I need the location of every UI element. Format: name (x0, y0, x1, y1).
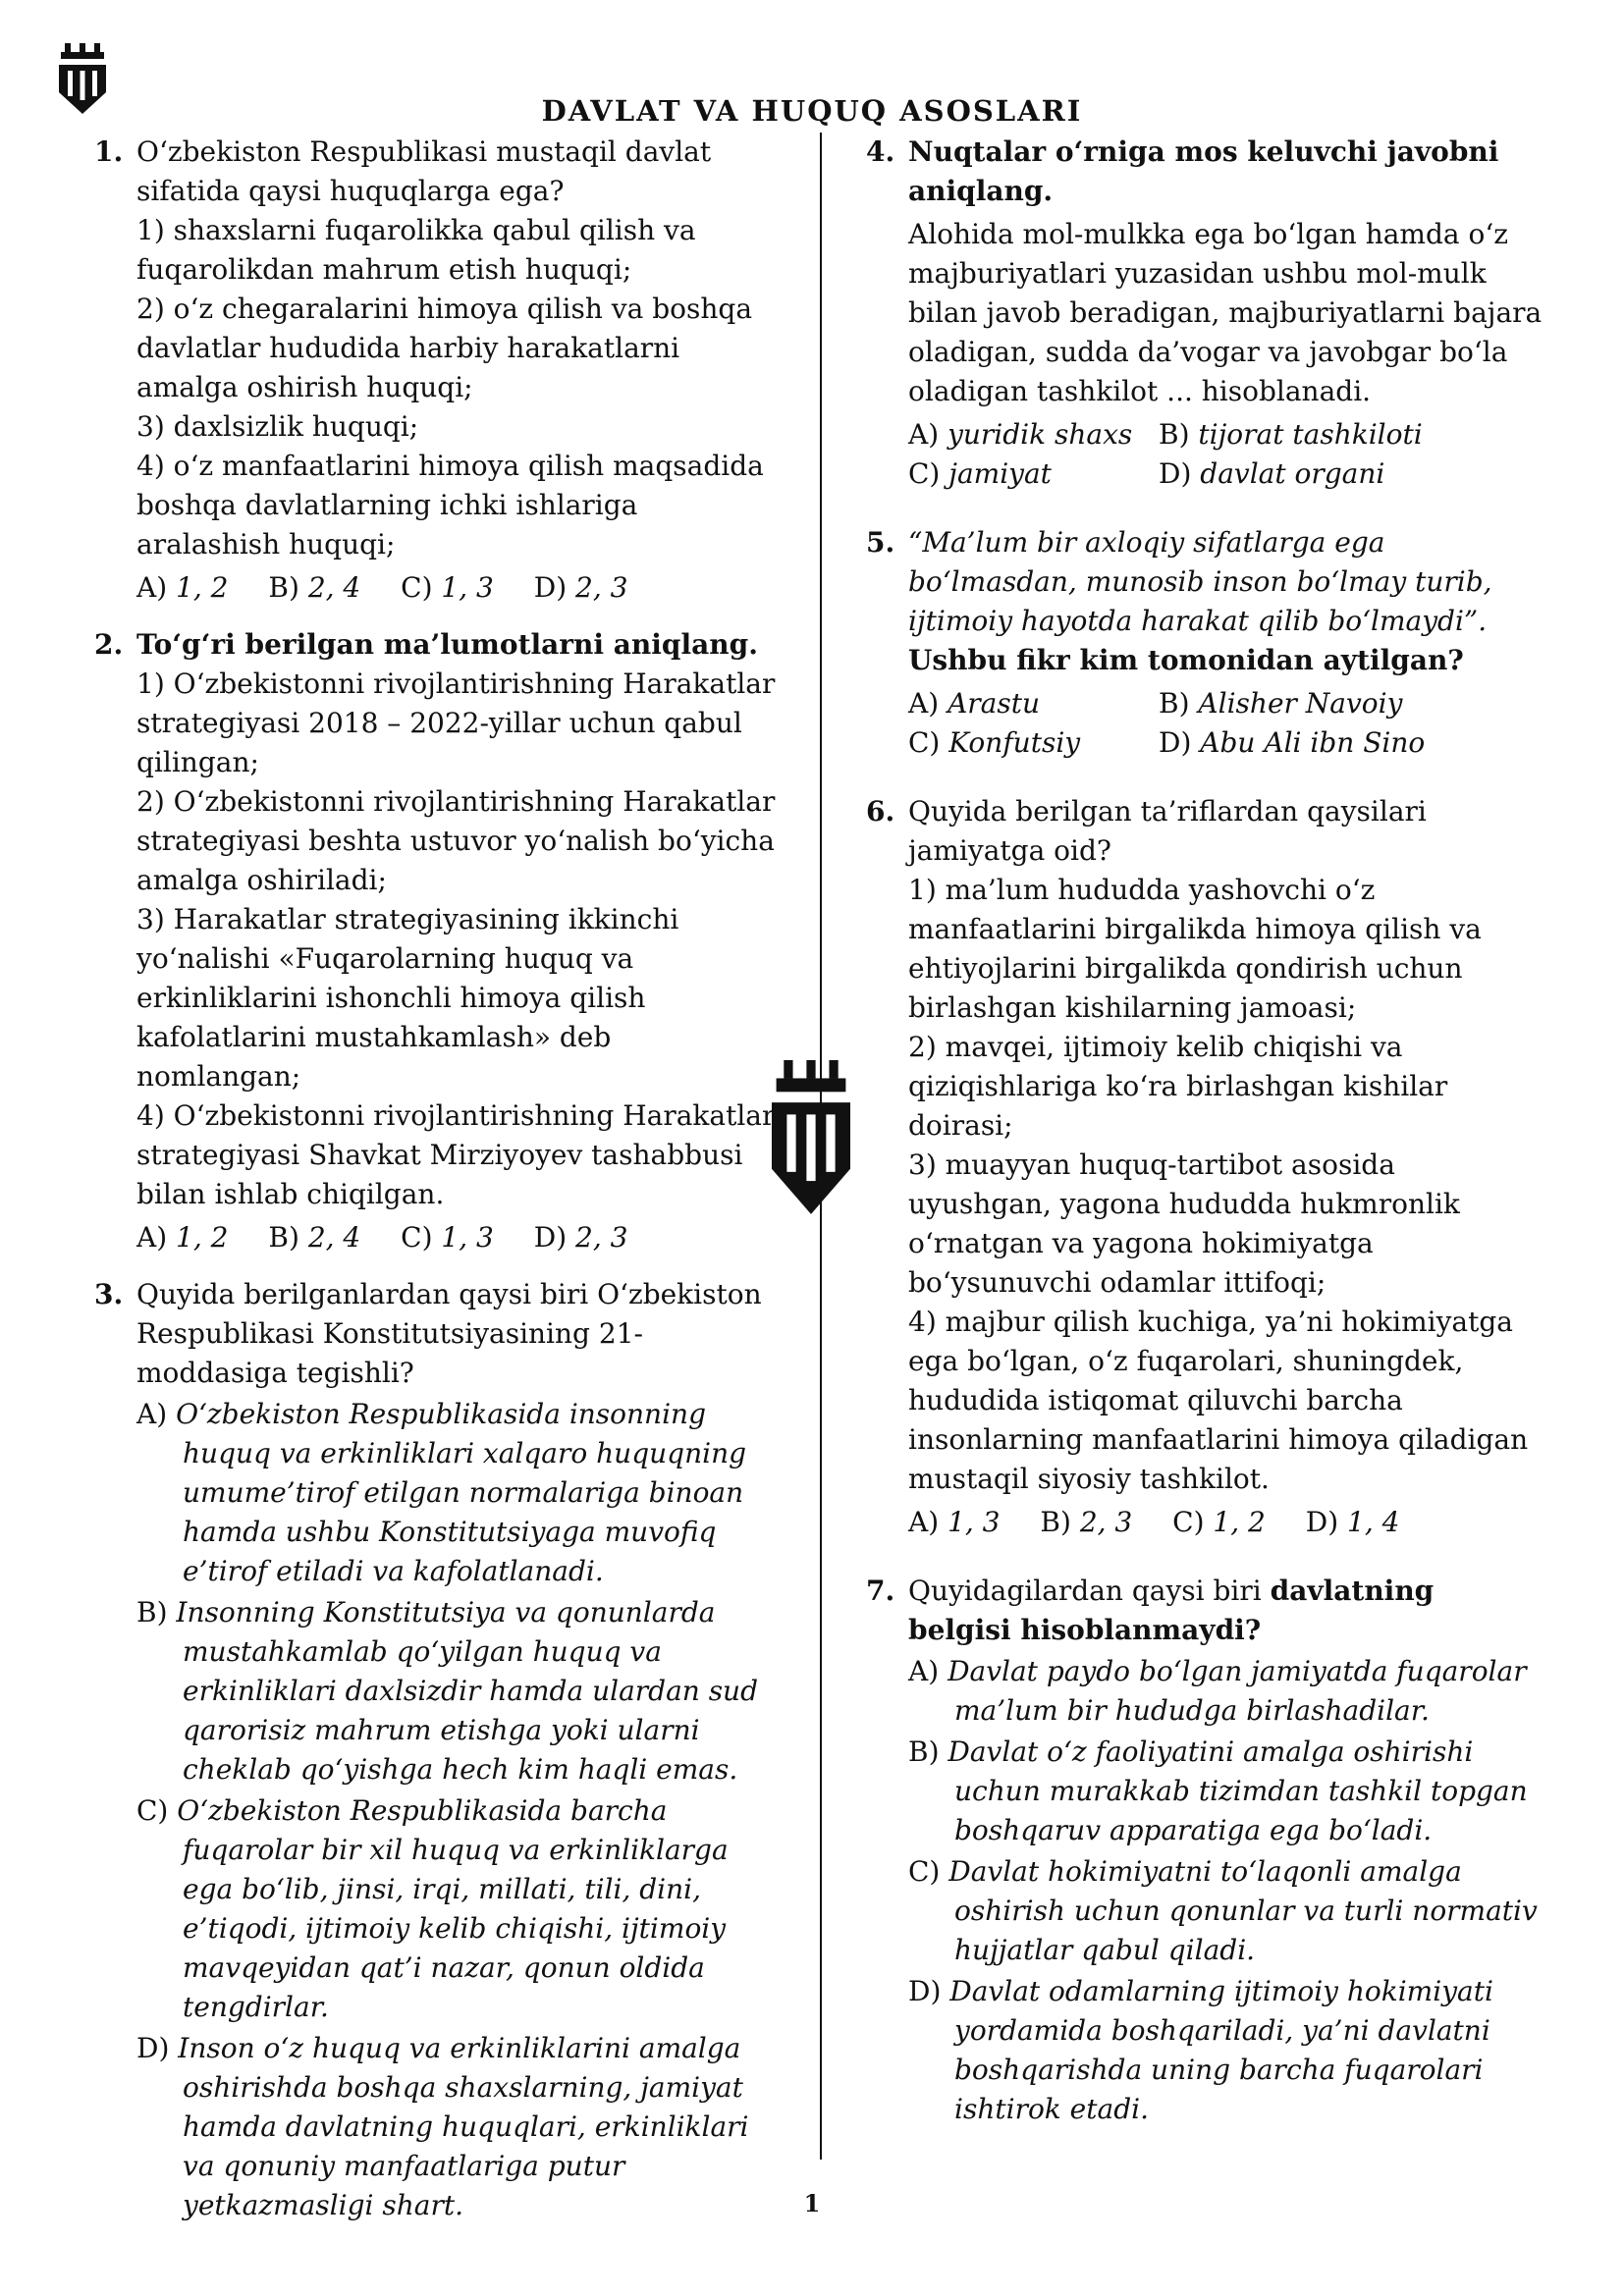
answer-option-b[interactable]: B) Alisher Navoiy (1159, 687, 1403, 720)
answer-option-b[interactable]: B) 2, 3 (1040, 1506, 1133, 1538)
answer-option-d[interactable]: D) davlat organi (1159, 457, 1385, 490)
answer-option-d[interactable]: D) 2, 3 (533, 1221, 628, 1254)
question-number: 4. (866, 135, 895, 168)
right-column (866, 133, 1543, 2147)
question-number: 7. (866, 1575, 895, 1607)
answer-option-a[interactable]: A) 1, 3 (908, 1506, 1001, 1538)
answer-option-c[interactable]: C) 1, 2 (1172, 1506, 1266, 1538)
statement-item: 1) O‘zbekistonni rivojlantirishning Harakatlar strategiyasi 2018 – 2022-yillar uchun qabul qilingan; (136, 667, 776, 778)
answer-option-a[interactable]: A) Arastu (908, 687, 1041, 720)
question-4 (866, 133, 1543, 494)
answer-option-b[interactable]: B) 2, 4 (268, 1221, 361, 1254)
statement-item: 3) Harakatlar strategiyasining ikkinchi yo‘nalishi «Fuqarolarning huquq va erkinliklarini ishonchli himoya qilish kafolatlarini mustahkamlash» deb nomlangan; (136, 903, 679, 1093)
answer-option-b[interactable]: B) tijorat tashkiloti (1159, 418, 1423, 451)
page-title: DAVLAT VA HUQUQ ASOSLARI (541, 94, 1083, 128)
statement-item: 3) muayyan huquq-tartibot asosida uyushgan, yagona hududda hukmronlik o‘rnatgan va yagona hokimiyatga bo‘ysunuvchi odamlar ittifoqi; (908, 1148, 1460, 1299)
answer-option-d[interactable]: D) 1, 4 (1305, 1506, 1400, 1538)
question-number: 5. (866, 526, 895, 559)
statement-item: 1) ma’lum hududda yashovchi o‘z manfaatlarini birgalikda himoya qilish va ehtiyojlarini birgalikda qondirish uchun birlashgan kishilarning jamoasi; (908, 874, 1482, 1024)
question-stem: Quyida berilganlardan qaysi biri O‘zbekiston Respublikasi Konstitutsiyasining 21-moddasiga tegishli? (136, 1278, 762, 1389)
question-stem: Nuqtalar o‘rniga mos keluvchi javobni aniqlang. (908, 135, 1499, 207)
answer-option-c[interactable]: C) O‘zbekiston Respublikasida barcha fuqarolar bir xil huquq va erkinliklarga ega bo‘lib, jinsi, irqi, millati, tili, dini, e’tiqodi, ijtimoiy kelib chiqishi, ijtimoiy mavqeyidan qat’i nazar, qonun oldida tengdirlar. (136, 1794, 729, 2023)
castle-tower-watermark-icon (772, 1060, 850, 1217)
answer-option-d[interactable]: D) Davlat odamlarning ijtimoiy hokimiyati yordamida boshqariladi, ya’ni davlatni boshqarishda uning barcha fuqarolari ishtirok etadi. (908, 1975, 1493, 2125)
answer-option-c[interactable]: C) 1, 3 (401, 1221, 494, 1254)
statement-item: 2) O‘zbekistonni rivojlantirishning Harakatlar strategiyasi beshta ustuvor yo‘nalish bo‘yicha amalga oshiriladi; (136, 785, 776, 896)
answer-option-a[interactable]: A) O‘zbekiston Respublikasida insonning huquq va erkinliklari xalqaro huquqning umume’tirof etilgan normalariga binoan hamda ushbu Konstitutsiyaga muvofiq e’tirof etiladi va kafolatlanadi. (136, 1398, 747, 1587)
answer-option-d[interactable]: D) Inson o‘z huquq va erkinliklarini amalga oshirishda boshqa shaxslarning, jamiyat hamda davlatning huquqlari, erkinliklari va qonuniy manfaatlariga putur yetkazmasligi shart. (136, 2032, 749, 2221)
question-number: 6. (866, 795, 895, 828)
question-stem: Ushbu fikr kim tomonidan aytilgan? (908, 644, 1464, 676)
answer-option-b[interactable]: B) Insonning Konstitutsiya va qonunlarda mustahkamlab qo‘yilgan huquq va erkinliklari daxlsizdir hamda ulardan sud qarorisiz mahrum etishga yoki ularni cheklab qo‘yishga hech kim haqli emas. (136, 1596, 759, 1786)
answer-options (136, 568, 782, 608)
answer-option-c[interactable]: C) 1, 3 (401, 571, 494, 604)
question-stem: Quyidagilardan qaysi biri davlatning belgisi hisoblanmaydi? (908, 1575, 1435, 1646)
statement-item: 4) o‘z manfaatlarini himoya qilish maqsadida boshqa davlatlarning ichki ishlariga aralashish huquqi; (136, 450, 764, 561)
question-stem: To‘g‘ri berilgan ma’lumotlarni aniqlang. (136, 628, 758, 661)
answer-option-c[interactable]: C) Konfutsiy (908, 726, 1081, 759)
answer-option-c[interactable]: C) jamiyat (908, 457, 1052, 490)
question-7 (866, 1572, 1543, 2129)
answer-option-d[interactable]: D) 2, 3 (533, 571, 628, 604)
answer-option-c[interactable]: C) Davlat hokimiyatni to‘laqonli amalga oshirish uchun qonunlar va turli normativ hujjatlar qabul qiladi. (908, 1855, 1538, 1966)
question-2 (94, 625, 782, 1257)
statement-item: 1) shaxslarni fuqarolikka qabul qilish va fuqarolikdan mahrum etish huquqi; (136, 214, 696, 286)
answer-option-b[interactable]: B) 2, 4 (268, 571, 361, 604)
question-number: 2. (94, 628, 124, 661)
answer-option-a[interactable]: A) 1, 2 (136, 1221, 229, 1254)
question-stem: Quyida berilgan ta’riflardan qaysilari jamiyatga oid? (908, 795, 1427, 867)
answer-options (136, 1218, 782, 1257)
answer-options (908, 684, 1543, 763)
question-1 (94, 133, 782, 608)
quote-text: “Ma’lum bir axloqiy sifatlarga ega bo‘lmasdan, munosib inson bo‘lmay turib, ijtimoiy hayotda harakat qilib bo‘lmaydi”. (908, 526, 1492, 637)
page-number: 1 (803, 2189, 821, 2217)
answer-option-d[interactable]: D) Abu Ali ibn Sino (1159, 726, 1426, 759)
statement-item: 2) o‘z chegaralarini himoya qilish va boshqa davlatlar hududida harbiy harakatlarni amalga oshirish huquqi; (136, 293, 753, 403)
question-3 (94, 1275, 782, 2225)
question-stem: O‘zbekiston Respublikasi mustaqil davlat sifatida qaysi huquqlarga ega? (136, 135, 712, 207)
answer-option-a[interactable]: A) 1, 2 (136, 571, 229, 604)
answer-options (908, 415, 1543, 494)
statement-item: 3) daxlsizlik huquqi; (136, 410, 419, 443)
statement-item: 2) mavqei, ijtimoiy kelib chiqishi va qiziqishlariga ko‘ra birlashgan kishilar doirasi; (908, 1031, 1448, 1142)
left-column (94, 133, 782, 2243)
answer-option-a[interactable]: A) yuridik shaxs (908, 418, 1133, 451)
question-number: 3. (94, 1278, 124, 1310)
question-6 (866, 792, 1543, 1542)
answer-option-a[interactable]: A) Davlat paydo bo‘lgan jamiyatda fuqarolar ma’lum bir hududga birlashadilar. (908, 1655, 1527, 1727)
question-5 (866, 523, 1543, 763)
question-number: 1. (94, 135, 124, 168)
question-body: Alohida mol-mulkka ega bo‘lgan hamda o‘z majburiyatlari yuzasidan ushbu mol-mulk bilan javob beradigan, majburiyatlarni bajara oladigan, sudda da’vogar va javobgar bo‘la oladigan tashkilot ... hisoblanadi. (908, 218, 1543, 407)
statement-item: 4) majbur qilish kuchiga, ya’ni hokimiyatga ega bo‘lgan, o‘z fuqarolari, shuningdek, hududida istiqomat qiluvchi barcha insonlarning manfaatlarini himoya qiladigan mustaqil siyosiy tashkilot. (908, 1306, 1529, 1495)
answer-options (908, 1503, 1543, 1542)
statement-item: 4) O‘zbekistonni rivojlantirishning Harakatlar strategiyasi Shavkat Mirziyoyev tashabbusi bilan ishlab chiqilgan. (136, 1099, 776, 1210)
answer-option-b[interactable]: B) Davlat o‘z faoliyatini amalga oshirishi uchun murakkab tizimdan tashkil topgan boshqaruv apparatiga ega bo‘ladi. (908, 1735, 1528, 1846)
